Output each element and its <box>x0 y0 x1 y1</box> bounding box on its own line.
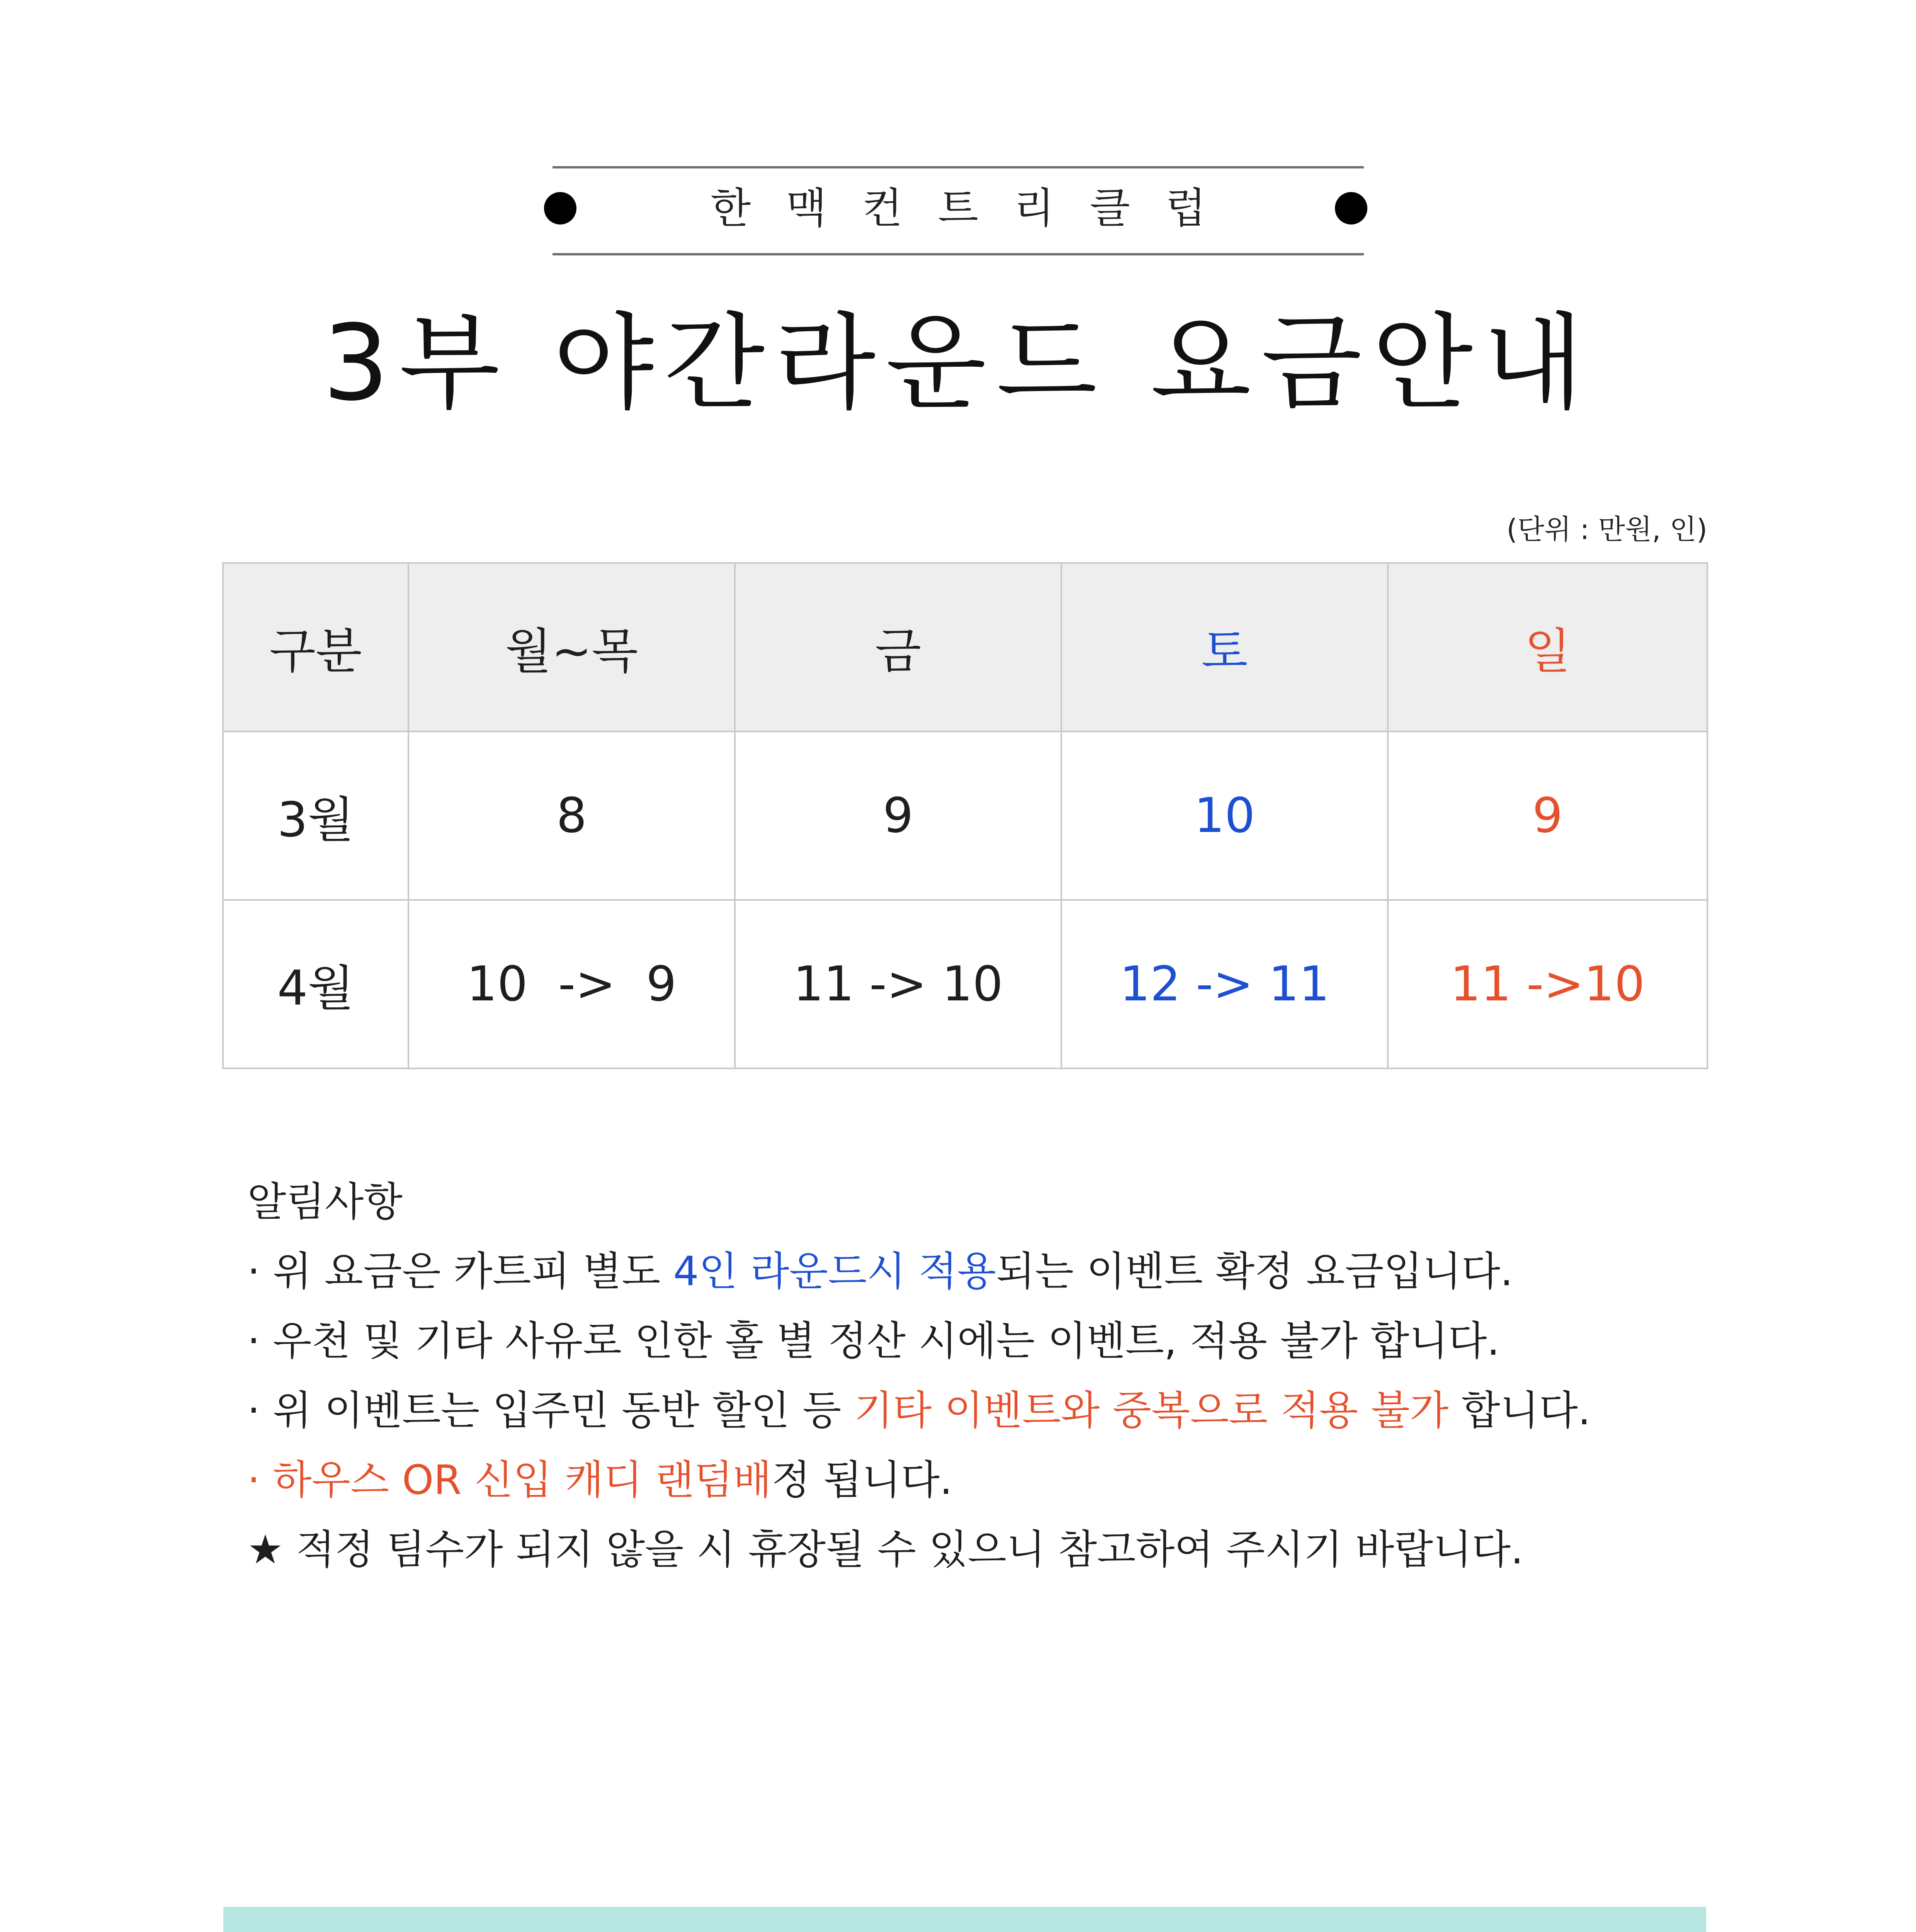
notice-text: · 위 요금은 카트피 별도 <box>247 1248 673 1295</box>
same-day-title <box>223 1928 1706 1932</box>
notice-text: 되는 이벤트 확정 요금입니다. <box>996 1248 1513 1295</box>
same-day-reservation-box <box>223 1907 1706 1932</box>
notice-text: 합니다. <box>1448 1387 1591 1434</box>
notice-section <box>247 1167 1715 1584</box>
table-row <box>223 731 1707 900</box>
notice-item: ★ 적정 팀수가 되지 않을 시 휴장될 수 있으니 참고하여 주시기 바랍니다. <box>247 1526 1523 1573</box>
table-row <box>223 900 1707 1068</box>
notice-item: · 우천 및 기타 사유로 인한 홀 별 정산 시에는 이벤트, 적용 불가 합니다. <box>247 1317 1500 1364</box>
price-sun: 11 ->10 <box>1388 900 1707 1068</box>
row-month: 3월 <box>223 731 408 900</box>
header-left-dot <box>544 192 576 224</box>
notice-highlight: · 하우스 OR 신입 캐디 랜덤배 <box>247 1456 772 1503</box>
notice-text: 정 됩니다. <box>772 1456 953 1503</box>
notice-item <box>247 1376 1715 1445</box>
rate-table <box>222 562 1708 1069</box>
header-bottom-rule <box>553 253 1364 255</box>
club-name: 한맥컨트리클럽 <box>710 184 1242 233</box>
price-sun: 9 <box>1388 731 1707 900</box>
header-right-dot <box>1335 192 1367 224</box>
price-sat: 10 <box>1061 731 1388 900</box>
price-fri: 9 <box>735 731 1061 900</box>
notice-text: · 위 이벤트는 입주민 동반 할인 등 <box>247 1387 854 1434</box>
header-fri: 금 <box>735 563 1061 731</box>
notice-highlight: 기타 이벤트와 중복으로 적용 불가 <box>854 1387 1449 1434</box>
header-sun: 일 <box>1388 563 1707 731</box>
price-mon-thu: 10 -> 9 <box>408 900 735 1068</box>
row-month: 4월 <box>223 900 408 1068</box>
header-sat: 토 <box>1061 563 1388 731</box>
table-header-row <box>223 563 1707 731</box>
page-title: 3부 야간라운드 요금안내 <box>323 302 1594 424</box>
header-mon-thu: 월~목 <box>408 563 735 731</box>
price-fri: 11 -> 10 <box>735 900 1061 1068</box>
notice-highlight: 4인 라운드시 적용 <box>673 1248 996 1295</box>
notice-item <box>247 1445 1715 1515</box>
price-sat: 12 -> 11 <box>1061 900 1388 1068</box>
unit-note: (단위 : 만원, 인) <box>1506 513 1707 546</box>
price-mon-thu: 8 <box>408 731 735 900</box>
notice-title: 알림사항 <box>247 1178 403 1225</box>
header-category: 구분 <box>223 563 408 731</box>
notice-item <box>247 1236 1715 1306</box>
header-top-rule <box>553 166 1364 168</box>
